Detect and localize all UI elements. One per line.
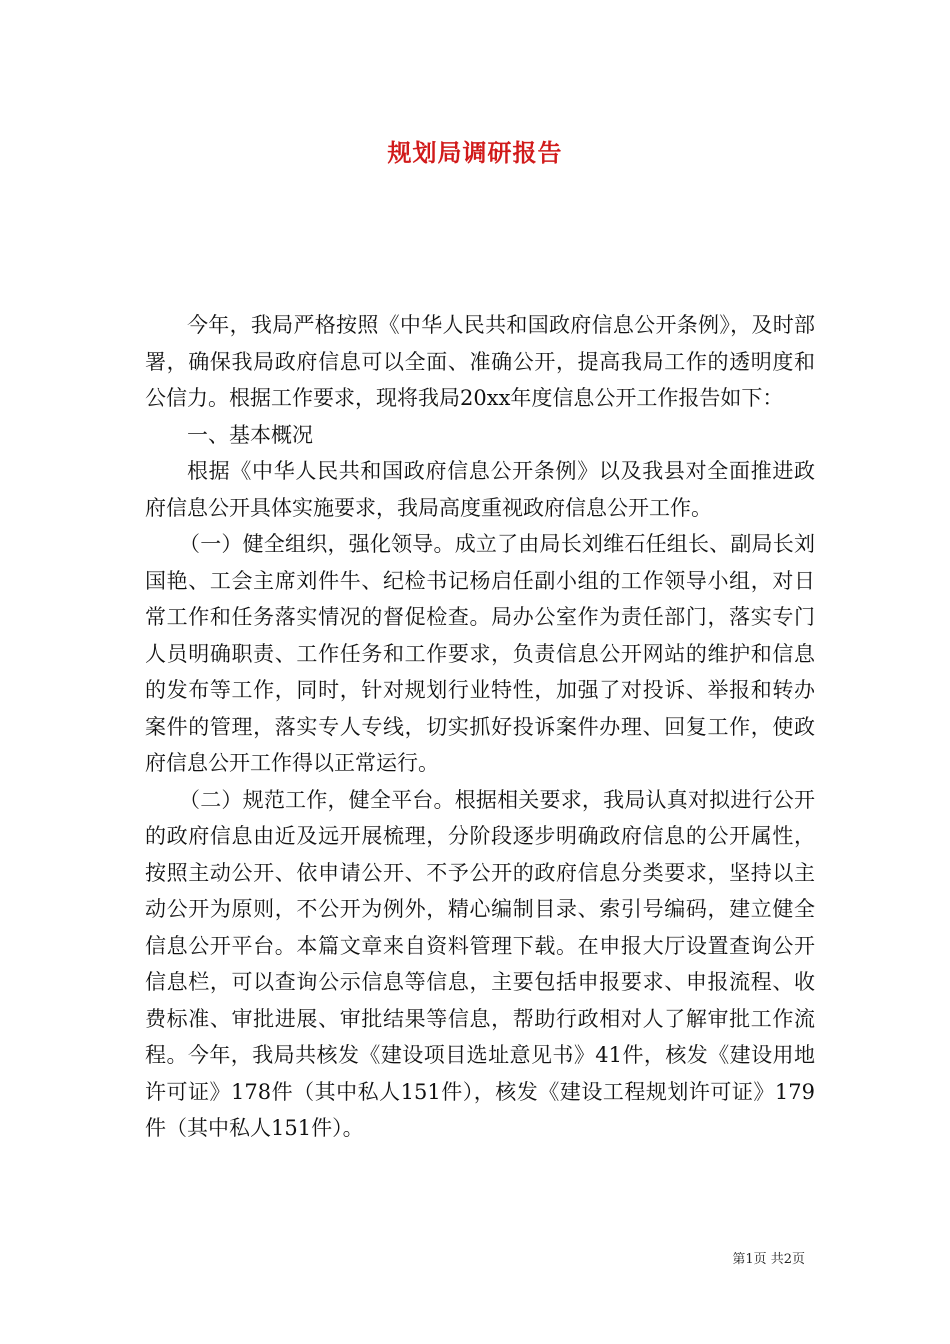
document-body bbox=[145, 307, 815, 1147]
paragraph-platform: （二）规范工作，健全平台。根据相关要求，我局认真对拟进行公开的政府信息由近及远开展梳理，分阶段逐步明确政府信息的公开属性，按照主动公开、依申请公开、不予公开的政府信息分类要求，坚持以主动公开为原则，不公开为例外，精心编制目录、索引号编码，建立健全信息公开平台。本篇文章来自资料管理下载。在申报大厅设置查询公开信息栏，可以查询公示信息等信息，主要包括申报要求、申报流程、收费标准、审批进展、审批结果等信息，帮助行政相对人了解审批工作流程。今年，我局共核发《建设项目选址意见书》41件，核发《建设用地许可证》178件（其中私人151件），核发《建设工程规划许可证》179件（其中私人151件）。 bbox=[145, 787, 815, 1140]
section-heading-overview: 一、基本概况 bbox=[187, 422, 313, 447]
page-number: 第1页 共2页 bbox=[732, 1252, 805, 1267]
paragraph-intro: 今年，我局严格按照《中华人民共和国政府信息公开条例》，及时部署，确保我局政府信息可以全面、准确公开，提高我局工作的透明度和公信力。根据工作要求，现将我局20xx年度信息公开工作报告如下： bbox=[145, 313, 815, 410]
document-title: 规划局调研报告 bbox=[387, 138, 563, 167]
paragraph-organization: （一）健全组织，强化领导。成立了由局长刘维石任组长、副局长刘国艳、工会主席刘件牛、纪检书记杨启任副小组的工作领导小组，对日常工作和任务落实情况的督促检查。局办公室作为责任部门，落实专门人员明确职责、工作任务和工作要求，负责信息公开网站的维护和信息的发布等工作，同时，针对规划行业特性，加强了对投诉、举报和转办案件的管理，落实专人专线，切实抓好投诉案件办理、回复工作，使政府信息公开工作得以正常运行。 bbox=[145, 532, 815, 775]
paragraph-overview: 根据《中华人民共和国政府信息公开条例》以及我县对全面推进政府信息公开具体实施要求，我局高度重视政府信息公开工作。 bbox=[145, 459, 815, 520]
